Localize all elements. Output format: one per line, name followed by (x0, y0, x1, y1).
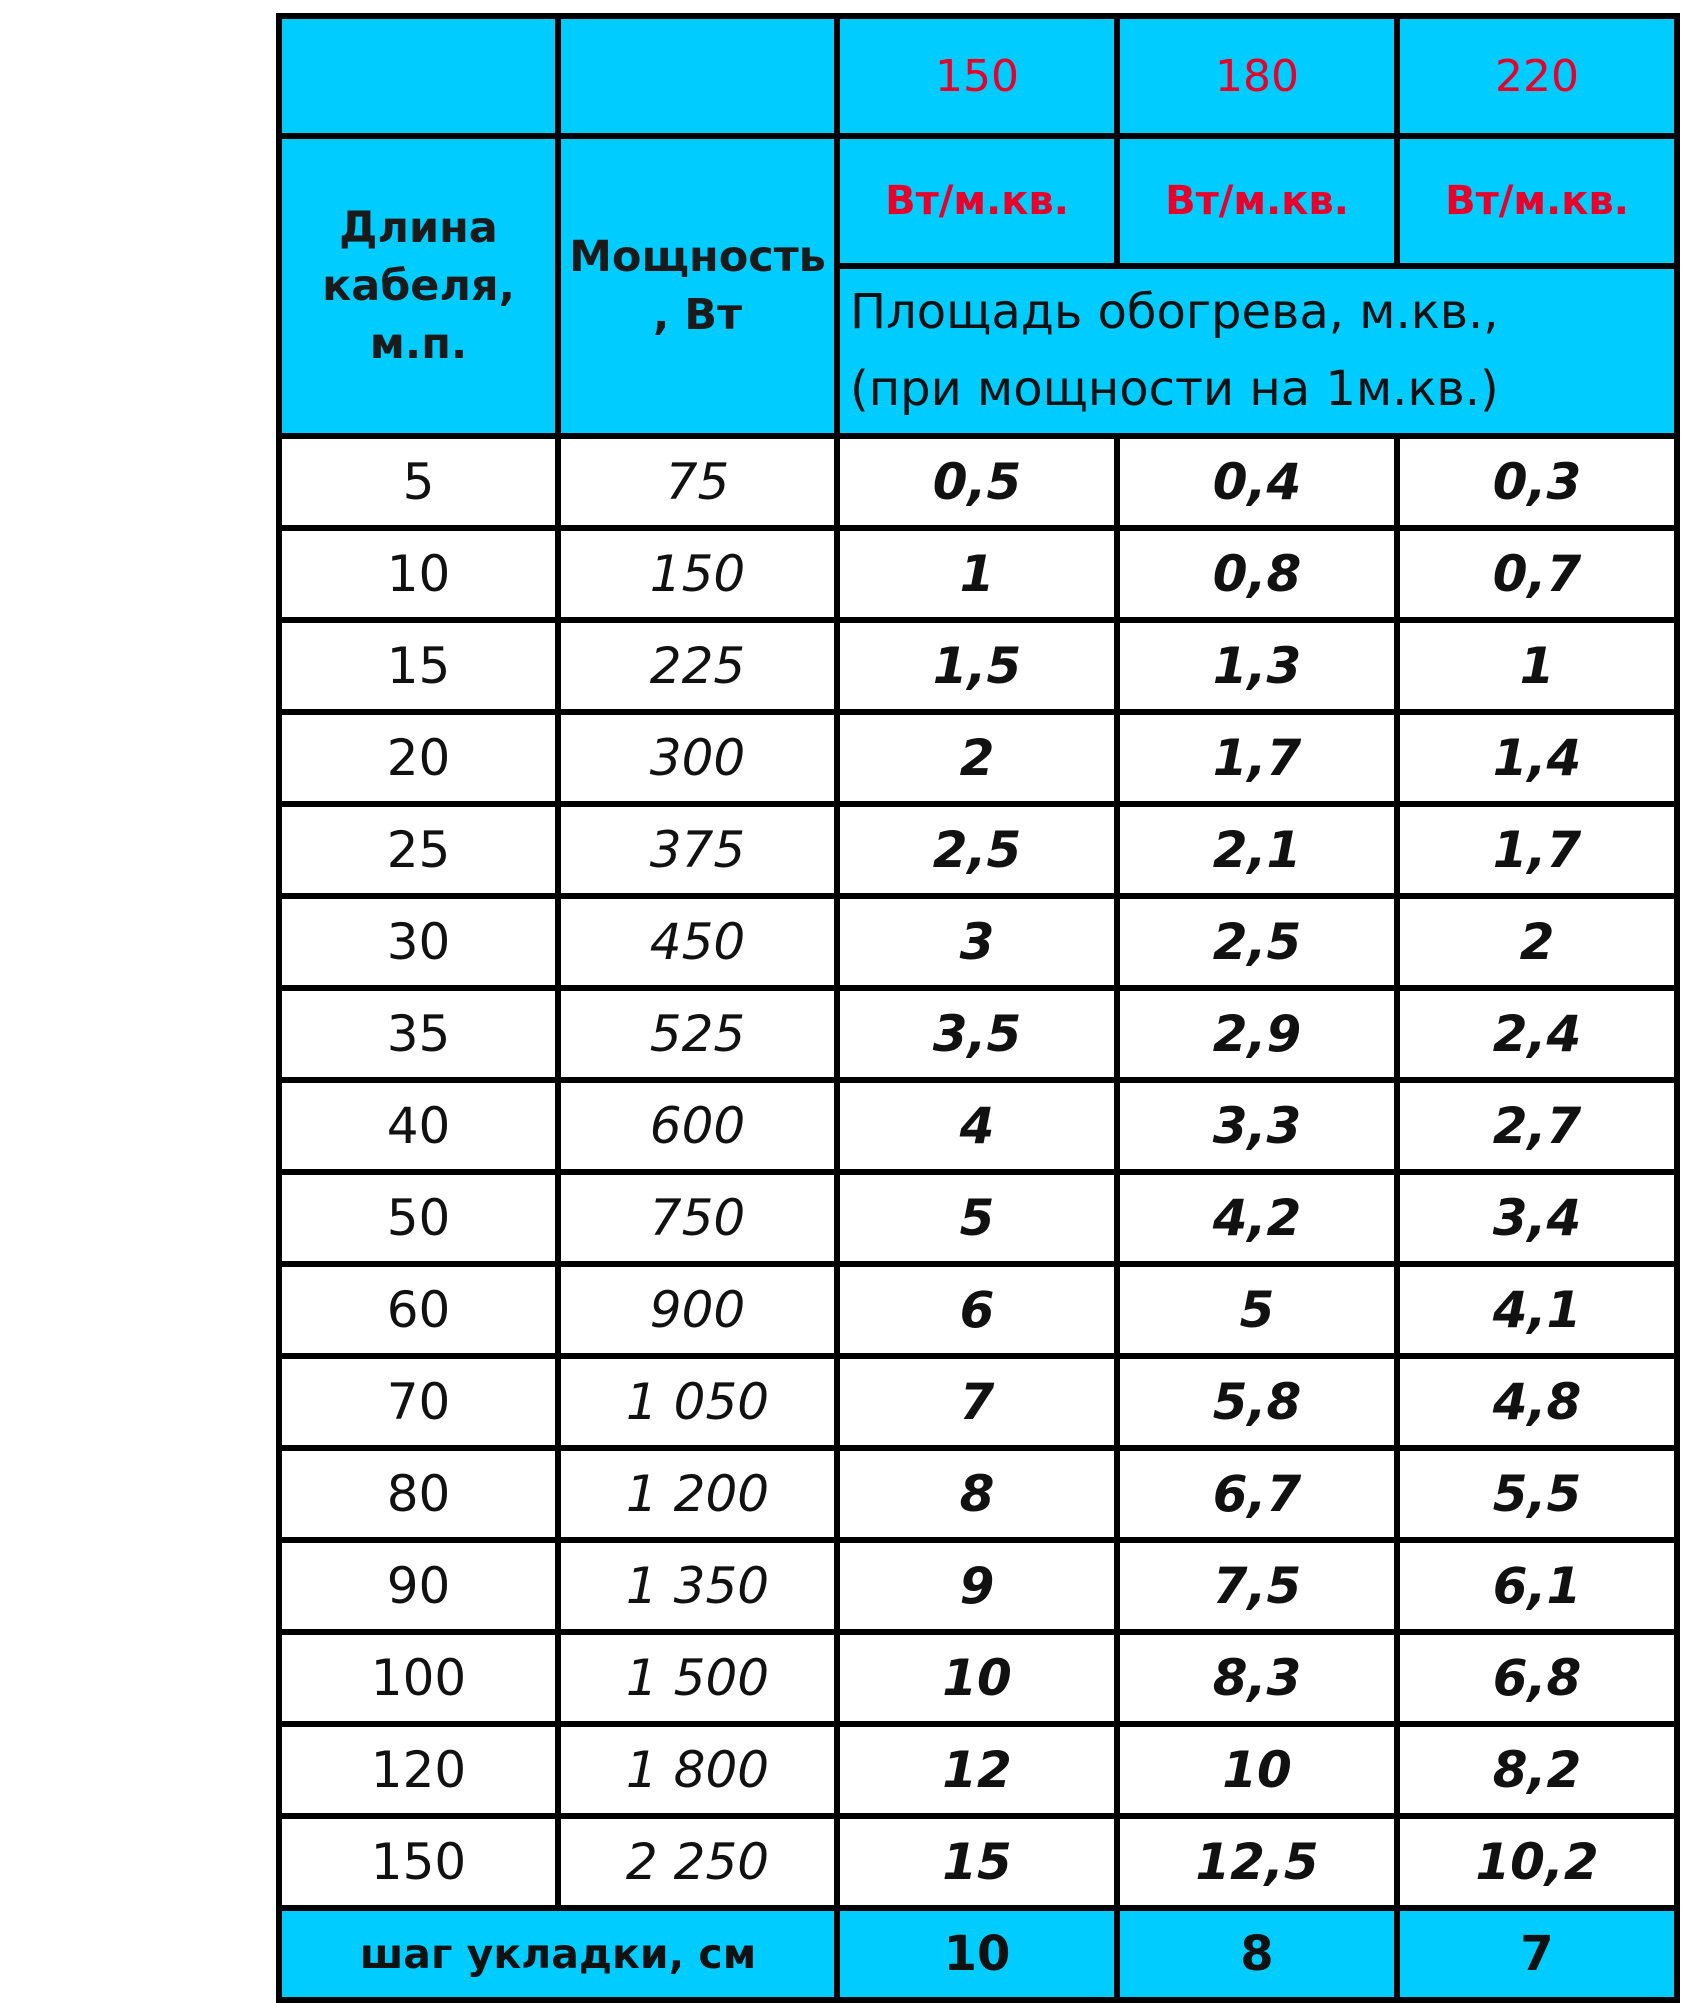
header-empty-cell (558, 16, 837, 136)
area-220-cell: 3,4 (1397, 1172, 1677, 1264)
power-cell: 2 250 (558, 1816, 837, 1908)
area-220-cell: 1 (1397, 620, 1677, 712)
table-row (279, 1632, 1677, 1724)
area-180-cell: 4,2 (1117, 1172, 1397, 1264)
header-empty-cell (279, 16, 558, 136)
area-180-cell: 0,8 (1117, 528, 1397, 620)
area-150-cell: 15 (837, 1816, 1117, 1908)
unit-label-220: Вт/м.кв. (1397, 136, 1677, 266)
header-row-power-levels (279, 16, 1677, 136)
power-cell: 75 (558, 436, 837, 528)
area-column-header (837, 266, 1677, 436)
table-row (279, 1080, 1677, 1172)
power-level-150: 150 (837, 16, 1117, 136)
unit-label-180: Вт/м.кв. (1117, 136, 1397, 266)
area-220-cell: 6,1 (1397, 1540, 1677, 1632)
power-cell: 150 (558, 528, 837, 620)
area-150-cell: 12 (837, 1724, 1117, 1816)
area-label-line2: (при мощности на 1м.кв.) (850, 361, 1499, 417)
header-row-units (279, 136, 1677, 266)
table-row (279, 1172, 1677, 1264)
cable-length-cell: 30 (279, 896, 558, 988)
cable-length-cell: 40 (279, 1080, 558, 1172)
area-220-cell: 8,2 (1397, 1724, 1677, 1816)
area-220-cell: 2 (1397, 896, 1677, 988)
cable-length-cell: 20 (279, 712, 558, 804)
cable-length-cell: 5 (279, 436, 558, 528)
table-row (279, 1448, 1677, 1540)
area-150-cell: 5 (837, 1172, 1117, 1264)
power-cell: 600 (558, 1080, 837, 1172)
cable-length-cell: 150 (279, 1816, 558, 1908)
power-cell: 525 (558, 988, 837, 1080)
power-cell: 900 (558, 1264, 837, 1356)
table-row (279, 896, 1677, 988)
area-180-cell: 0,4 (1117, 436, 1397, 528)
area-180-cell: 2,1 (1117, 804, 1397, 896)
area-150-cell: 6 (837, 1264, 1117, 1356)
length-column-header (279, 136, 558, 436)
area-220-cell: 1,4 (1397, 712, 1677, 804)
footer-row-laying-step (279, 1908, 1677, 2000)
table-row (279, 620, 1677, 712)
area-180-cell: 1,7 (1117, 712, 1397, 804)
area-150-cell: 4 (837, 1080, 1117, 1172)
area-150-cell: 10 (837, 1632, 1117, 1724)
area-label-line1: Площадь обогрева, м.кв., (850, 284, 1499, 341)
area-180-cell: 10 (1117, 1724, 1397, 1816)
area-220-cell: 2,4 (1397, 988, 1677, 1080)
table-row (279, 988, 1677, 1080)
cable-length-cell: 90 (279, 1540, 558, 1632)
laying-step-220: 7 (1397, 1908, 1677, 2000)
area-220-cell: 10,2 (1397, 1816, 1677, 1908)
area-180-cell: 5,8 (1117, 1356, 1397, 1448)
area-150-cell: 0,5 (837, 436, 1117, 528)
cable-length-cell: 70 (279, 1356, 558, 1448)
table-row (279, 712, 1677, 804)
area-180-cell: 1,3 (1117, 620, 1397, 712)
table-row (279, 1816, 1677, 1908)
power-cell: 1 050 (558, 1356, 837, 1448)
area-180-cell: 2,5 (1117, 896, 1397, 988)
power-level-180: 180 (1117, 16, 1397, 136)
area-180-cell: 6,7 (1117, 1448, 1397, 1540)
length-label-line3: м.п. (369, 319, 468, 370)
laying-step-180: 8 (1117, 1908, 1397, 2000)
area-180-cell: 5 (1117, 1264, 1397, 1356)
table-row (279, 1264, 1677, 1356)
power-cell: 750 (558, 1172, 837, 1264)
cable-length-cell: 120 (279, 1724, 558, 1816)
power-cell: 450 (558, 896, 837, 988)
length-label-line2: кабеля, (322, 260, 515, 311)
cable-length-cell: 100 (279, 1632, 558, 1724)
power-label-line1: Мощность (569, 231, 826, 282)
area-150-cell: 3,5 (837, 988, 1117, 1080)
heating-cable-table (276, 13, 1680, 2003)
area-220-cell: 4,8 (1397, 1356, 1677, 1448)
area-150-cell: 7 (837, 1356, 1117, 1448)
area-220-cell: 6,8 (1397, 1632, 1677, 1724)
area-180-cell: 3,3 (1117, 1080, 1397, 1172)
power-cell: 225 (558, 620, 837, 712)
area-150-cell: 1 (837, 528, 1117, 620)
area-150-cell: 8 (837, 1448, 1117, 1540)
cable-length-cell: 10 (279, 528, 558, 620)
area-220-cell: 0,3 (1397, 436, 1677, 528)
cable-length-cell: 35 (279, 988, 558, 1080)
table-row (279, 1724, 1677, 1816)
area-220-cell: 1,7 (1397, 804, 1677, 896)
table-row (279, 1540, 1677, 1632)
area-220-cell: 4,1 (1397, 1264, 1677, 1356)
table-row (279, 528, 1677, 620)
power-cell: 300 (558, 712, 837, 804)
unit-label-150: Вт/м.кв. (837, 136, 1117, 266)
laying-step-150: 10 (837, 1908, 1117, 2000)
power-label-line2: , Вт (652, 290, 742, 340)
power-cell: 375 (558, 804, 837, 896)
power-cell: 1 350 (558, 1540, 837, 1632)
power-cell: 1 800 (558, 1724, 837, 1816)
power-cell: 1 500 (558, 1632, 837, 1724)
area-150-cell: 1,5 (837, 620, 1117, 712)
area-180-cell: 12,5 (1117, 1816, 1397, 1908)
area-150-cell: 2,5 (837, 804, 1117, 896)
area-220-cell: 2,7 (1397, 1080, 1677, 1172)
area-150-cell: 3 (837, 896, 1117, 988)
area-220-cell: 5,5 (1397, 1448, 1677, 1540)
power-cell: 1 200 (558, 1448, 837, 1540)
area-180-cell: 2,9 (1117, 988, 1397, 1080)
cable-length-cell: 60 (279, 1264, 558, 1356)
table-row (279, 804, 1677, 896)
power-column-header (558, 136, 837, 436)
area-180-cell: 8,3 (1117, 1632, 1397, 1724)
cable-length-cell: 80 (279, 1448, 558, 1540)
laying-step-label: шаг укладки, см (279, 1908, 837, 2000)
area-150-cell: 2 (837, 712, 1117, 804)
power-level-220: 220 (1397, 16, 1677, 136)
table-row (279, 1356, 1677, 1448)
cable-length-cell: 25 (279, 804, 558, 896)
area-150-cell: 9 (837, 1540, 1117, 1632)
length-label-line1: Длина (339, 202, 498, 253)
area-180-cell: 7,5 (1117, 1540, 1397, 1632)
table-row (279, 436, 1677, 528)
cable-length-cell: 15 (279, 620, 558, 712)
area-220-cell: 0,7 (1397, 528, 1677, 620)
cable-length-cell: 50 (279, 1172, 558, 1264)
